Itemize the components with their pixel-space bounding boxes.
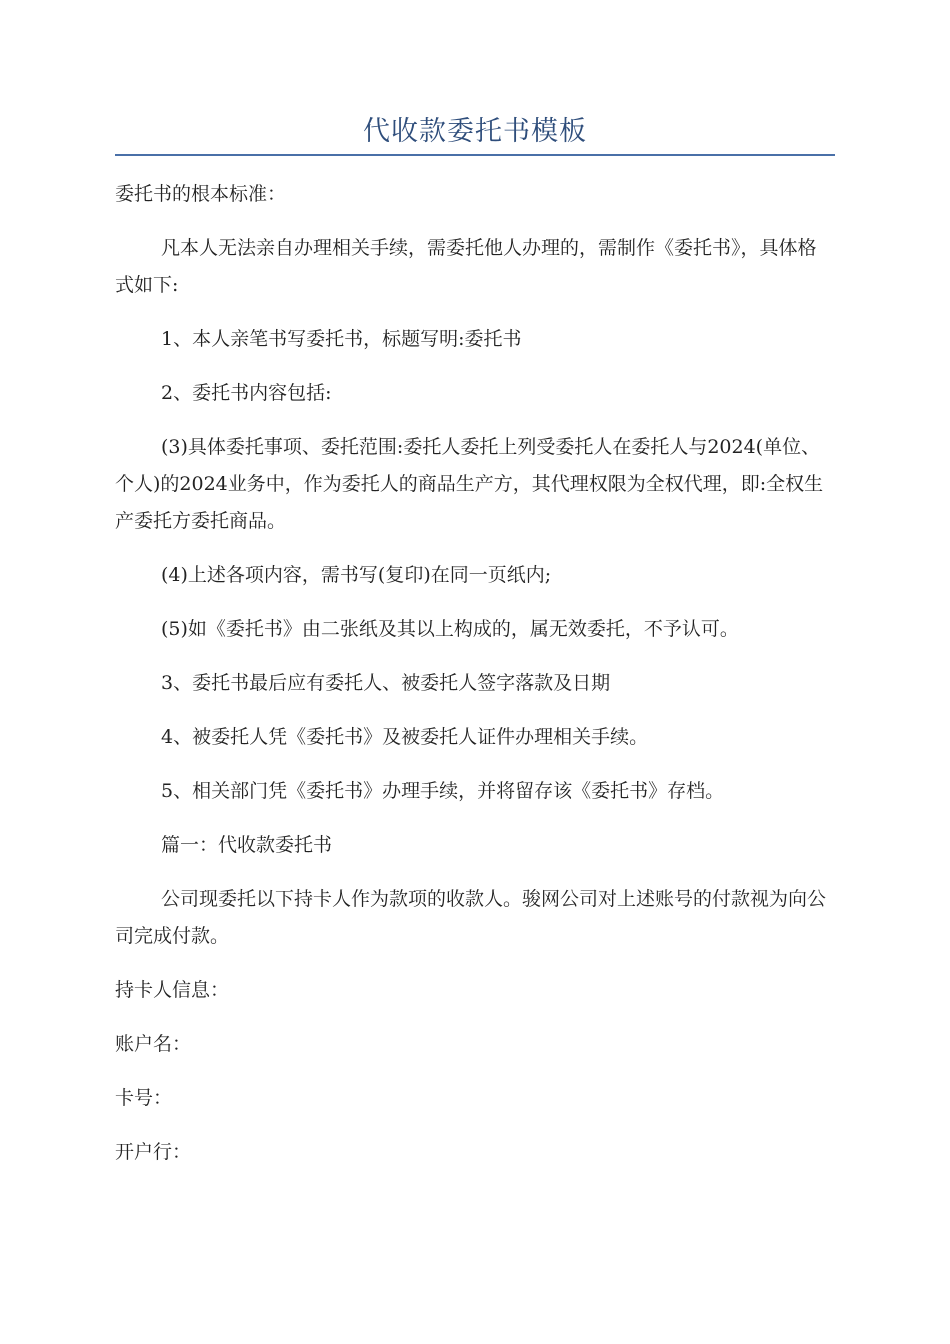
paragraph-section-1-heading: 篇一：代收款委托书: [161, 834, 333, 856]
paragraph-delegation: 公司现委托以下持卡人作为款项的收款人。骏网公司对上述账号的付款视为向公司完成付款。: [115, 888, 827, 947]
document-body: [115, 176, 835, 1171]
paragraph-item-5: 5、相关部门凭《委托书》办理手续，并将留存该《委托书》存档。: [161, 780, 725, 802]
paragraph-sub-5: (5)如《委托书》由二张纸及其以上构成的，属无效委托，不予认可。: [161, 618, 739, 640]
paragraph-cardholder-info: 持卡人信息：: [115, 979, 230, 1001]
paragraph-item-4: 4、被委托人凭《委托书》及被委托人证件办理相关手续。: [161, 726, 649, 748]
paragraph-sub-3: (3)具体委托事项、委托范围:委托人委托上列受委托人在委托人与2024(单位、个人)的2024业务中，作为委托人的商品生产方，其代理权限为全权代理，即:全权生产委托方委托商品。: [115, 436, 824, 532]
title-underline: [115, 154, 835, 156]
paragraph-bank: 开户行：: [115, 1141, 192, 1163]
paragraph-intro: 凡本人无法亲自办理相关手续，需委托他人办理的，需制作《委托书》，具体格式如下:: [115, 237, 817, 296]
paragraph-account-name: 账户名：: [115, 1033, 192, 1055]
paragraph-item-2: 2、委托书内容包括:: [161, 382, 332, 404]
paragraph-sub-4: (4)上述各项内容，需书写(复印)在同一页纸内;: [161, 564, 552, 586]
paragraph-item-1: 1、本人亲笔书写委托书，标题写明:委托书: [161, 328, 522, 350]
paragraph-standard-heading: 委托书的根本标准：: [115, 183, 287, 205]
paragraph-card-number: 卡号：: [115, 1087, 173, 1109]
document-title: 代收款委托书模板: [363, 116, 587, 147]
paragraph-item-3: 3、委托书最后应有委托人、被委托人签字落款及日期: [161, 672, 611, 694]
